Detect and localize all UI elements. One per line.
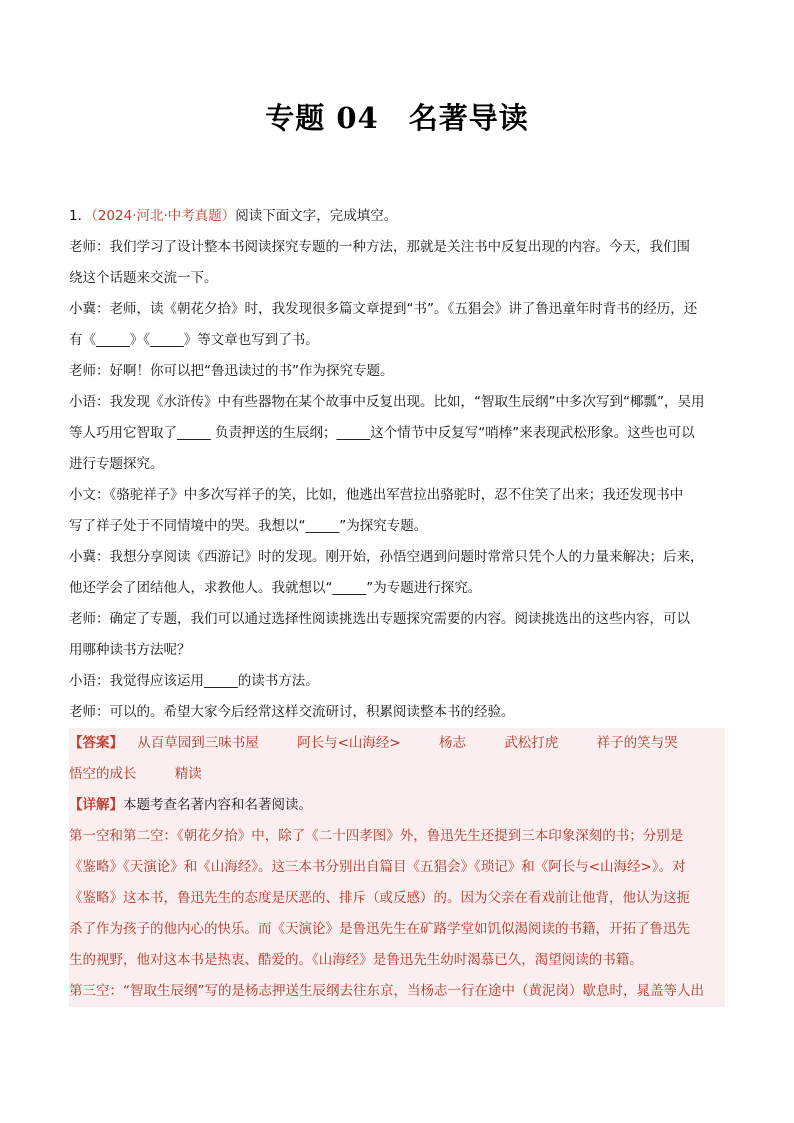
dialogue-line: 小文：《骆驼祥子》中多次写祥子的笑，比如，他逃出军营拉出骆驼时，忍不住笑了出来；我还发现书中 — [69, 487, 684, 503]
dialogue-line: 有《_____》《_____》等文章也写到了书。 — [69, 332, 319, 348]
page-title: 专题 04 名著导读 — [265, 101, 529, 135]
dialogue-line: 小语：我发现《水浒传》中有些器物在某个故事中反复出现。比如，“智取生辰纲”中多次写到“椰瓢”，吴用 — [69, 394, 705, 410]
question-header — [69, 201, 725, 232]
answer-item: 悟空的成长 — [69, 766, 137, 782]
detail-line: 《鉴略》《天演论》和《山海经》。这三本书分别出自篇目《五猖会》《琐记》和《阿长与<山海经>》。对 — [69, 852, 725, 883]
detail-line: 第三空：“智取生辰纲”写的是杨志押送生辰纲去往东京，当杨志一行在途中（黄泥岗）歇息时，晁盖等人出 — [69, 976, 725, 1007]
question-source: （2024·河北·中考真题） — [91, 208, 236, 224]
dialogue-line: 老师：我们学习了设计整本书阅读探究专题的一种方法，那就是关注书中反复出现的内容。今天，我们围 — [69, 239, 690, 255]
answer-item: 精读 — [174, 766, 202, 782]
dialogue-line: 他还学会了团结他人，求教他人。我就想以“_____”为专题进行探究。 — [69, 580, 482, 596]
dialogue-line: 用哪种读书方法呢？ — [69, 642, 191, 658]
detail-label: 【详解】 — [69, 797, 123, 813]
answer-item: 杨志 — [439, 735, 467, 751]
dialogue-line: 小冀：老师，读《朝花夕拾》时，我发现很多篇文章提到“书”。《五猖会》讲了鲁迅童年时背书的经历，还 — [69, 301, 698, 317]
answer-section — [69, 728, 725, 1007]
question-number: 1． — [69, 208, 92, 224]
answer-row — [69, 728, 725, 759]
document-body — [69, 201, 725, 1007]
detail-intro: 本题考查名著内容和名著阅读。 — [123, 797, 312, 813]
detail-line: 第一空和第二空：《朝花夕拾》中，除了《二十四孝图》外，鲁迅先生还提到三本印象深刻的书；分别是 — [69, 821, 725, 852]
dialogue-line: 老师：可以的。希望大家今后经常这样交流研讨，积累阅读整本书的经验。 — [69, 704, 515, 720]
dialogue-line: 老师：确定了专题，我们可以通过选择性阅读挑选出专题探究需要的内容。阅读挑选出的这些内容，可以 — [69, 611, 690, 627]
dialogue-line: 小冀：我想分享阅读《西游记》时的发现。刚开始，孙悟空遇到问题时常常只凭个人的力量来解决；后来， — [69, 549, 704, 565]
answer-label: 【答案】 — [69, 735, 123, 751]
answer-item: 祥子的笑与哭 — [596, 735, 678, 751]
question-instruction: 阅读下面文字，完成填空。 — [235, 208, 398, 224]
answer-item: 阿长与<山海经> — [297, 735, 401, 751]
dialogue-line: 进行专题探究。 — [69, 456, 164, 472]
detail-line: 生的视野，他对这本书是热衷、酷爱的。《山海经》是鲁迅先生幼时渴慕已久，渴望阅读的书籍。 — [69, 945, 725, 976]
detail-line: 杀了作为孩子的他内心的快乐。而《天演论》是鲁迅先生在矿路学堂如饥似渴阅读的书籍，开拓了鲁迅先 — [69, 914, 725, 945]
detail-header — [69, 790, 725, 821]
dialogue-line: 老师：好啊！你可以把“鲁迅读过的书”作为探究专题。 — [69, 363, 394, 379]
detail-line: 《鉴略》这本书，鲁迅先生的态度是厌恶的、排斥（或反感）的。因为父亲在看戏前让他背，他认为这扼 — [69, 883, 725, 914]
dialogue-line: 等人巧用它智取了_____ 负责押送的生辰纲；_____这个情节中反复写“哨棒”来表现武松形象。这些也可以 — [69, 425, 695, 441]
answer-item: 从百草园到三味书屋 — [137, 735, 259, 751]
answer-item: 武松打虎 — [504, 735, 559, 751]
dialogue-line: 写了祥子处于不同情境中的哭。我想以“_____”为探究专题。 — [69, 518, 428, 534]
dialogue-line: 绕这个话题来交流一下。 — [69, 270, 218, 286]
dialogue-line: 小语：我觉得应该运用_____的读书方法。 — [69, 673, 319, 689]
answer-row — [69, 759, 725, 790]
